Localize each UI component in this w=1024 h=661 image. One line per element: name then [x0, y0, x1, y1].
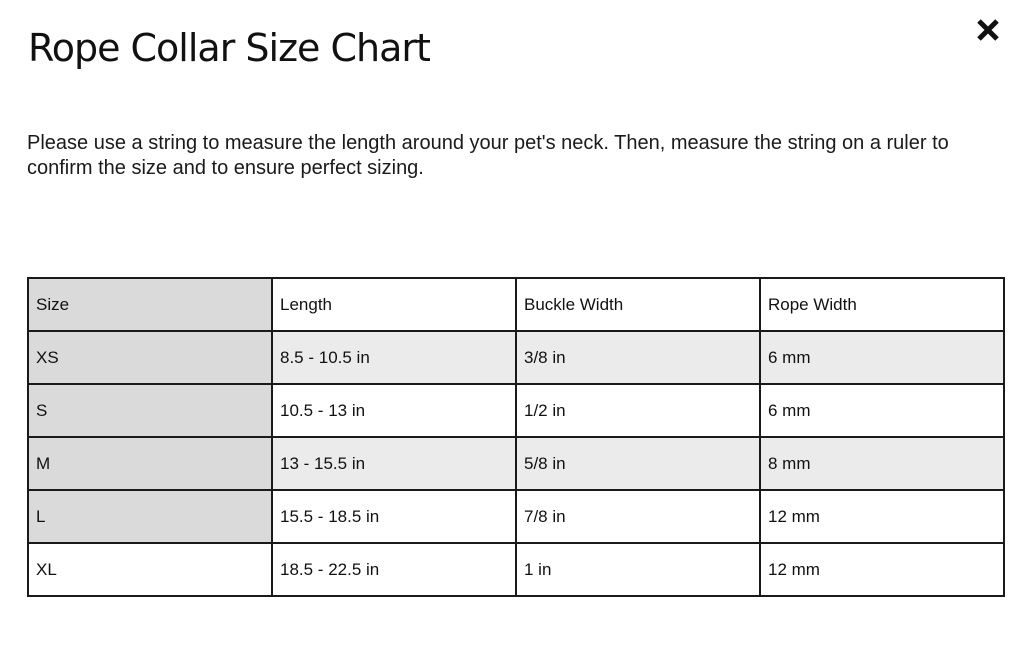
close-button[interactable]: [972, 14, 1004, 46]
size-cell: L: [28, 490, 272, 543]
size-cell: XL: [28, 543, 272, 596]
header-buckle-width: Buckle Width: [516, 278, 760, 331]
length-cell: 13 - 15.5 in: [272, 437, 516, 490]
length-cell: 8.5 - 10.5 in: [272, 331, 516, 384]
table-row: [28, 490, 1004, 543]
buckle-width-cell: 1/2 in: [516, 384, 760, 437]
rope-width-cell: 8 mm: [760, 437, 1004, 490]
size-cell: XS: [28, 331, 272, 384]
size-cell: M: [28, 437, 272, 490]
length-cell: 18.5 - 22.5 in: [272, 543, 516, 596]
close-icon: [972, 14, 1004, 46]
rope-width-cell: 6 mm: [760, 384, 1004, 437]
rope-width-cell: 12 mm: [760, 490, 1004, 543]
buckle-width-cell: 3/8 in: [516, 331, 760, 384]
length-cell: 15.5 - 18.5 in: [272, 490, 516, 543]
header-length: Length: [272, 278, 516, 331]
buckle-width-cell: 1 in: [516, 543, 760, 596]
length-cell: 10.5 - 13 in: [272, 384, 516, 437]
table-row: [28, 543, 1004, 596]
modal-title: Rope Collar Size Chart: [28, 26, 430, 70]
buckle-width-cell: 5/8 in: [516, 437, 760, 490]
rope-width-cell: 12 mm: [760, 543, 1004, 596]
table-row: [28, 331, 1004, 384]
table-row: [28, 384, 1004, 437]
table-row: [28, 437, 1004, 490]
size-chart-table: [27, 277, 1005, 597]
buckle-width-cell: 7/8 in: [516, 490, 760, 543]
measuring-instructions: Please use a string to measure the length around your pet's neck. Then, measure the string on a ruler to confirm the size and to ensure perfect sizing.: [27, 132, 949, 179]
rope-width-cell: 6 mm: [760, 331, 1004, 384]
size-cell: S: [28, 384, 272, 437]
table-header-row: [28, 278, 1004, 331]
header-rope-width: Rope Width: [760, 278, 1004, 331]
header-size: Size: [28, 278, 272, 331]
